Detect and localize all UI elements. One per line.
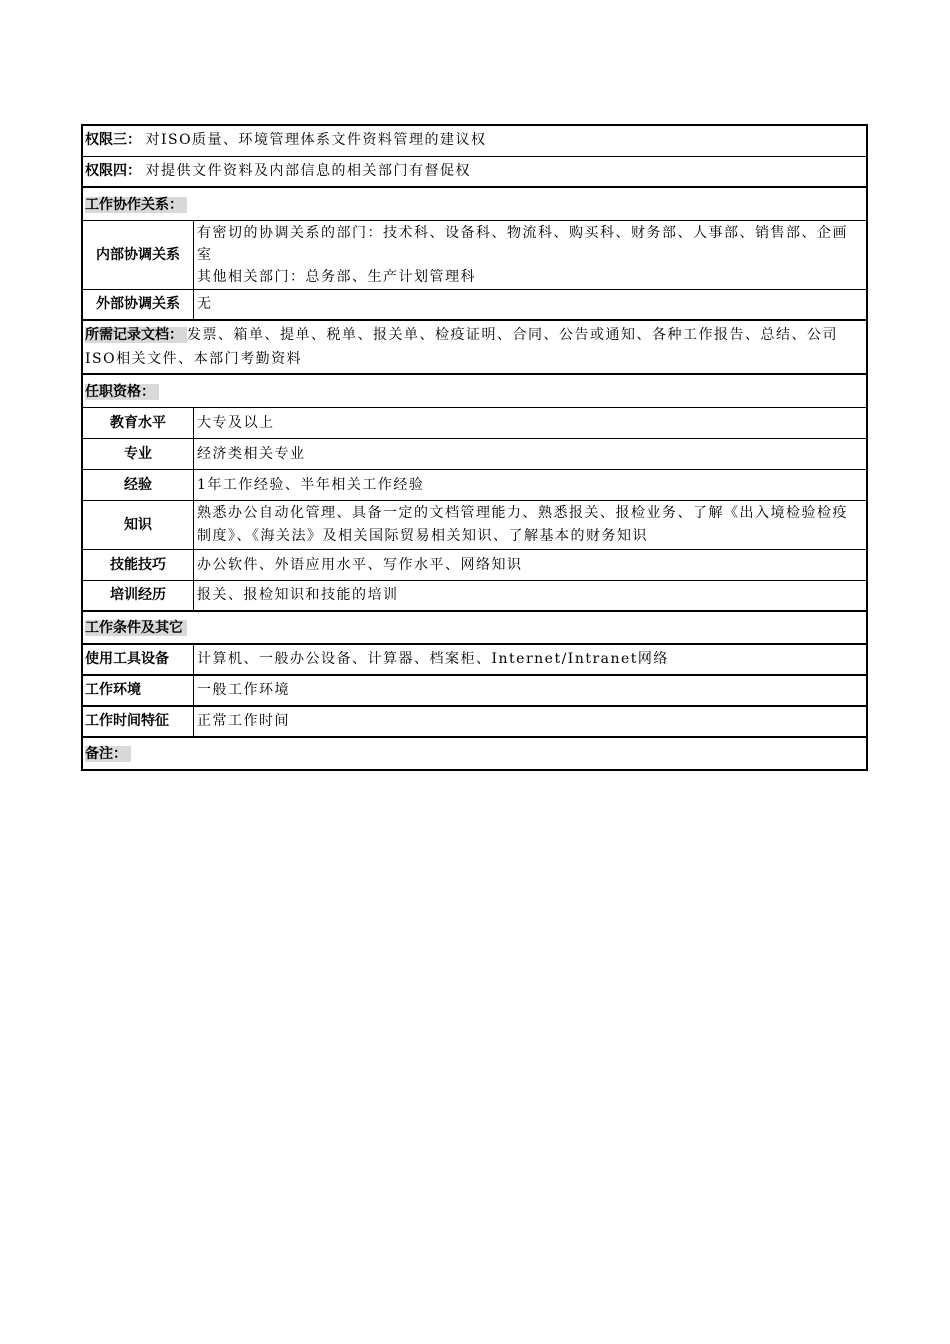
qualification-value: 1年工作经验、半年相关工作经验 xyxy=(197,476,425,493)
external-coordination-label: 外部协调关系 xyxy=(83,290,194,319)
job-description-table xyxy=(81,124,868,771)
qualification-value: 大专及以上 xyxy=(197,414,275,431)
section-header: 任职资格： xyxy=(85,384,159,400)
qualification-value: 经济类相关专业 xyxy=(197,445,306,462)
condition-value: 一般工作环境 xyxy=(197,682,290,698)
internal-coordination-other: 其他相关部门：总务部、生产计划管理科 xyxy=(197,269,476,285)
external-coordination-row xyxy=(83,290,866,321)
collaboration-header-row xyxy=(83,188,866,221)
qualification-row-education xyxy=(83,408,866,439)
qualification-value: 报关、报检知识和技能的培训 xyxy=(197,587,399,603)
qualification-label: 专业 xyxy=(83,439,194,469)
condition-label: 使用工具设备 xyxy=(83,645,194,674)
authority-row-4 xyxy=(83,157,866,188)
qualification-row-major xyxy=(83,439,866,470)
qualification-label: 技能技巧 xyxy=(83,550,194,580)
internal-coordination-primary: 有密切的协调关系的部门：技术科、设备科、物流科、购买科、财务部、人事部、销售部、企画室 xyxy=(197,225,848,263)
authority-label: 权限三： xyxy=(85,132,141,148)
condition-row-hours xyxy=(83,707,866,738)
notes-row xyxy=(83,738,866,769)
conditions-header-row xyxy=(83,612,866,645)
authority-label: 权限四： xyxy=(85,163,141,179)
condition-label: 工作环境 xyxy=(83,676,194,705)
qualification-row-training xyxy=(83,581,866,612)
section-header: 工作协作关系： xyxy=(85,197,187,213)
condition-label: 工作时间特征 xyxy=(83,707,194,736)
qualification-row-experience xyxy=(83,470,866,501)
qualification-label: 培训经历 xyxy=(83,581,194,610)
records-label: 所需记录文档： xyxy=(85,327,187,343)
authority-row-3 xyxy=(83,126,866,157)
qualification-value: 办公软件、外语应用水平、写作水平、网络知识 xyxy=(197,556,523,573)
condition-value: 计算机、一般办公设备、计算器、档案柜、Internet/Intranet网络 xyxy=(197,651,669,667)
records-text: 发票、箱单、提单、税单、报关单、检疫证明、合同、公告或通知、各种工作报告、总结、公司ISO相关文件、本部门考勤资料 xyxy=(85,327,838,367)
qualification-row-knowledge xyxy=(83,501,866,550)
qualification-label: 教育水平 xyxy=(83,408,194,438)
authority-text: 对ISO质量、环境管理体系文件资料管理的建议权 xyxy=(145,132,487,148)
qualifications-header-row xyxy=(83,375,866,408)
qualification-row-skills xyxy=(83,550,866,581)
internal-coordination-label: 内部协调关系 xyxy=(83,221,194,289)
qualification-value: 熟悉办公自动化管理、具备一定的文档管理能力、熟悉报关、报检业务、了解《出入境检验检疫制度》、《海关法》及相关国际贸易相关知识、了解基本的财务知识 xyxy=(197,505,848,544)
internal-coordination-row xyxy=(83,221,866,290)
condition-row-environment xyxy=(83,676,866,707)
section-header: 工作条件及其它 xyxy=(85,620,187,636)
records-row xyxy=(83,321,866,375)
authority-text: 对提供文件资料及内部信息的相关部门有督促权 xyxy=(145,163,471,179)
external-coordination-value: 无 xyxy=(197,296,213,312)
qualification-label: 知识 xyxy=(83,501,194,549)
condition-value: 正常工作时间 xyxy=(197,713,290,729)
qualification-label: 经验 xyxy=(83,470,194,500)
notes-label: 备注： xyxy=(85,746,131,762)
condition-row-tools xyxy=(83,645,866,676)
